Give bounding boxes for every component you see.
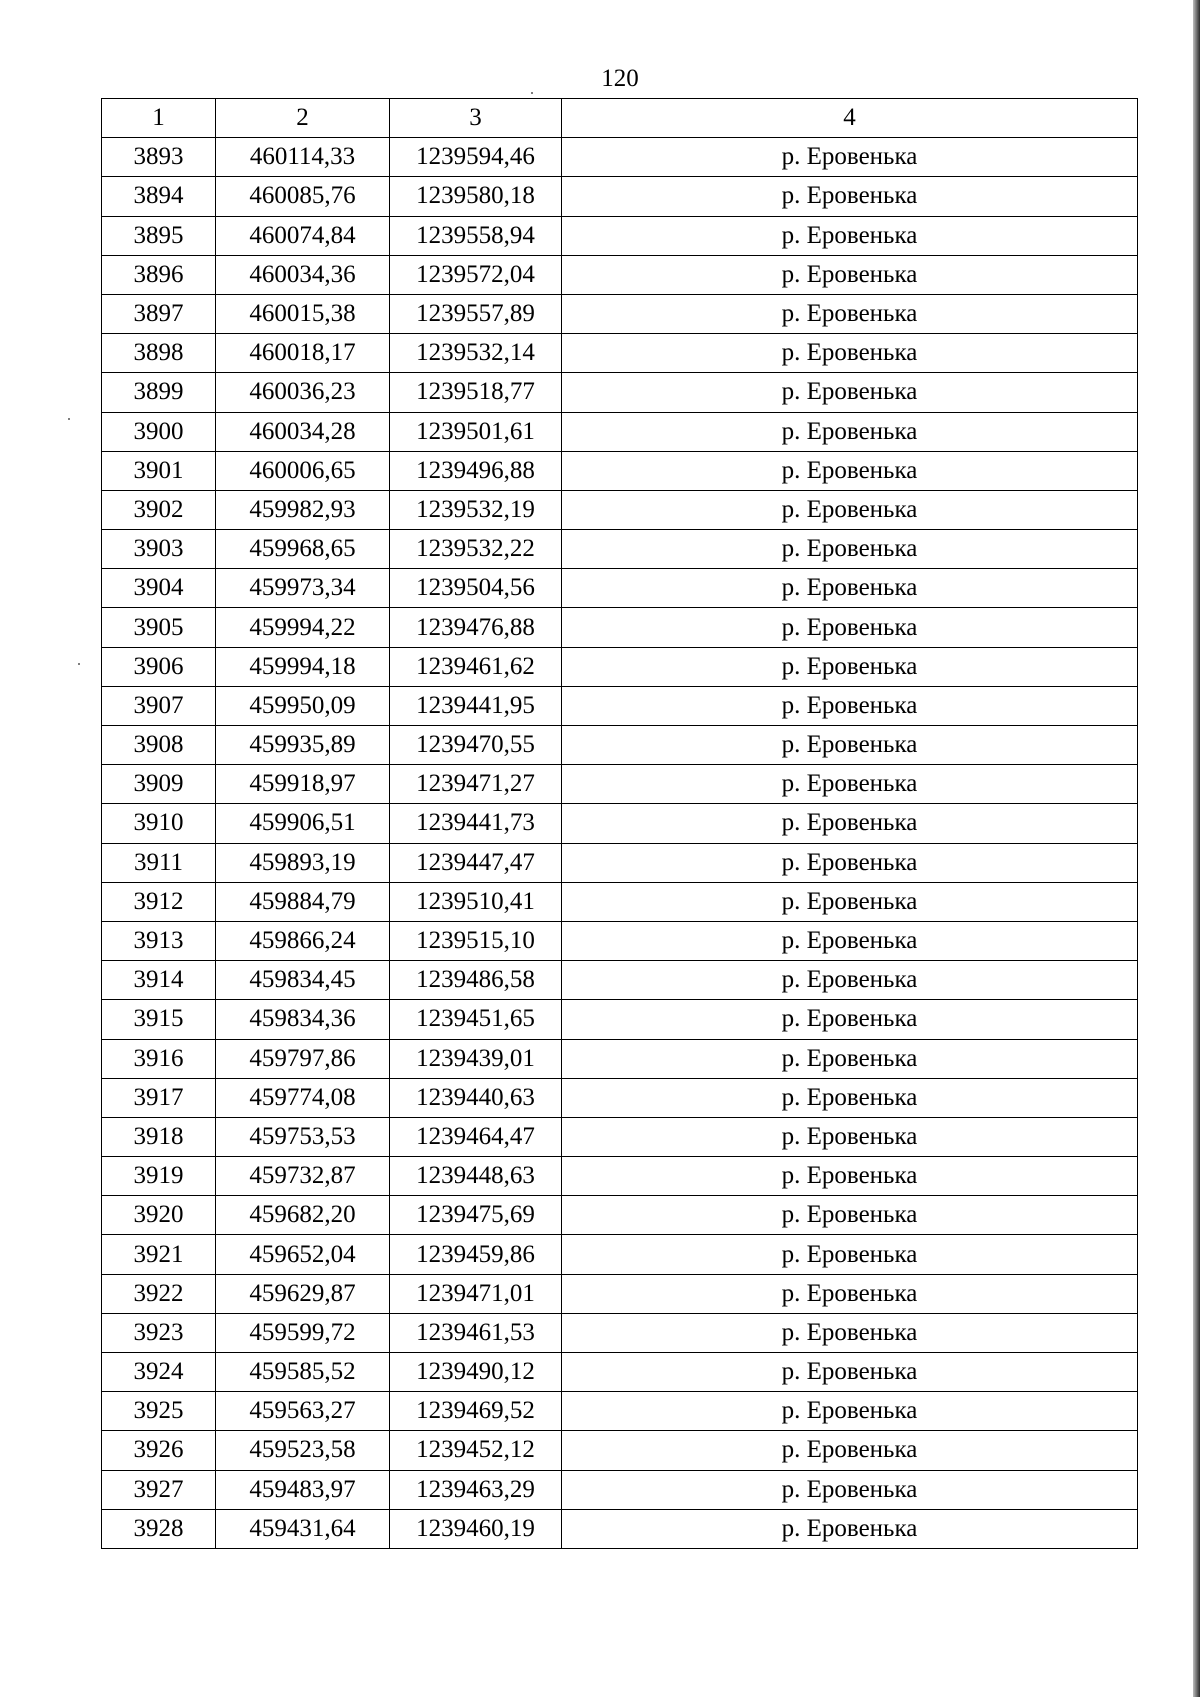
x-coordinate-cell: 460036,23: [216, 373, 390, 412]
table-row: [102, 138, 1138, 177]
x-coordinate-cell: 459834,45: [216, 961, 390, 1000]
y-coordinate-cell: 1239469,52: [390, 1392, 562, 1431]
table-row: [102, 216, 1138, 255]
table-row: [102, 686, 1138, 725]
x-coordinate-cell: 459629,87: [216, 1274, 390, 1313]
table-row: [102, 804, 1138, 843]
x-coordinate-cell: 459950,09: [216, 686, 390, 725]
table-row: [102, 569, 1138, 608]
table-row: [102, 1157, 1138, 1196]
x-coordinate-cell: 459982,93: [216, 490, 390, 529]
description-cell: р. Еровенька: [562, 686, 1138, 725]
x-coordinate-cell: 460015,38: [216, 294, 390, 333]
description-cell: р. Еровенька: [562, 1313, 1138, 1352]
point-number-cell: 3908: [102, 726, 216, 765]
description-cell: р. Еровенька: [562, 1470, 1138, 1509]
scan-speck: [68, 418, 70, 420]
point-number-cell: 3906: [102, 647, 216, 686]
point-number-cell: 3894: [102, 177, 216, 216]
y-coordinate-cell: 1239471,27: [390, 765, 562, 804]
description-cell: р. Еровенька: [562, 451, 1138, 490]
description-cell: р. Еровенька: [562, 1157, 1138, 1196]
table-row: [102, 726, 1138, 765]
scan-speck: [78, 663, 80, 665]
y-coordinate-cell: 1239451,65: [390, 1000, 562, 1039]
x-coordinate-cell: 460034,36: [216, 255, 390, 294]
point-number-cell: 3921: [102, 1235, 216, 1274]
description-cell: р. Еровенька: [562, 608, 1138, 647]
y-coordinate-cell: 1239464,47: [390, 1117, 562, 1156]
y-coordinate-cell: 1239572,04: [390, 255, 562, 294]
x-coordinate-cell: 459797,86: [216, 1039, 390, 1078]
y-coordinate-cell: 1239594,46: [390, 138, 562, 177]
point-number-cell: 3904: [102, 569, 216, 608]
y-coordinate-cell: 1239558,94: [390, 216, 562, 255]
table-row: [102, 373, 1138, 412]
column-header-4: 4: [562, 99, 1138, 138]
y-coordinate-cell: 1239460,19: [390, 1509, 562, 1548]
point-number-cell: 3897: [102, 294, 216, 333]
y-coordinate-cell: 1239471,01: [390, 1274, 562, 1313]
x-coordinate-cell: 459968,65: [216, 530, 390, 569]
x-coordinate-cell: 459994,18: [216, 647, 390, 686]
point-number-cell: 3911: [102, 843, 216, 882]
x-coordinate-cell: 459973,34: [216, 569, 390, 608]
table-row: [102, 490, 1138, 529]
header-row: [102, 99, 1138, 138]
table-row: [102, 765, 1138, 804]
y-coordinate-cell: 1239441,73: [390, 804, 562, 843]
description-cell: р. Еровенька: [562, 1196, 1138, 1235]
point-number-cell: 3893: [102, 138, 216, 177]
x-coordinate-cell: 459834,36: [216, 1000, 390, 1039]
point-number-cell: 3903: [102, 530, 216, 569]
point-number-cell: 3914: [102, 961, 216, 1000]
point-number-cell: 3895: [102, 216, 216, 255]
description-cell: р. Еровенька: [562, 1078, 1138, 1117]
x-coordinate-cell: 459753,53: [216, 1117, 390, 1156]
x-coordinate-cell: 459585,52: [216, 1353, 390, 1392]
y-coordinate-cell: 1239518,77: [390, 373, 562, 412]
point-number-cell: 3901: [102, 451, 216, 490]
point-number-cell: 3918: [102, 1117, 216, 1156]
table-row: [102, 177, 1138, 216]
page-number: 120: [601, 65, 639, 92]
point-number-cell: 3928: [102, 1509, 216, 1548]
column-header-1: 1: [102, 99, 216, 138]
description-cell: р. Еровенька: [562, 882, 1138, 921]
description-cell: р. Еровенька: [562, 765, 1138, 804]
point-number-cell: 3920: [102, 1196, 216, 1235]
x-coordinate-cell: 459935,89: [216, 726, 390, 765]
y-coordinate-cell: 1239441,95: [390, 686, 562, 725]
table-row: [102, 255, 1138, 294]
scan-edge-shadow: [1193, 0, 1200, 1697]
x-coordinate-cell: 459732,87: [216, 1157, 390, 1196]
table-row: [102, 530, 1138, 569]
table-row: [102, 1313, 1138, 1352]
description-cell: р. Еровенька: [562, 1000, 1138, 1039]
x-coordinate-cell: 459918,97: [216, 765, 390, 804]
x-coordinate-cell: 459866,24: [216, 921, 390, 960]
column-header-3: 3: [390, 99, 562, 138]
y-coordinate-cell: 1239461,62: [390, 647, 562, 686]
description-cell: р. Еровенька: [562, 843, 1138, 882]
description-cell: р. Еровенька: [562, 138, 1138, 177]
y-coordinate-cell: 1239486,58: [390, 961, 562, 1000]
description-cell: р. Еровенька: [562, 1117, 1138, 1156]
point-number-cell: 3923: [102, 1313, 216, 1352]
x-coordinate-cell: 459994,22: [216, 608, 390, 647]
point-number-cell: 3916: [102, 1039, 216, 1078]
table-row: [102, 1078, 1138, 1117]
table-row: [102, 1274, 1138, 1313]
description-cell: р. Еровенька: [562, 334, 1138, 373]
description-cell: р. Еровенька: [562, 373, 1138, 412]
description-cell: р. Еровенька: [562, 921, 1138, 960]
x-coordinate-cell: 460018,17: [216, 334, 390, 373]
point-number-cell: 3915: [102, 1000, 216, 1039]
table-row: [102, 608, 1138, 647]
x-coordinate-cell: 460034,28: [216, 412, 390, 451]
table-row: [102, 294, 1138, 333]
point-number-cell: 3899: [102, 373, 216, 412]
column-header-2: 2: [216, 99, 390, 138]
point-number-cell: 3910: [102, 804, 216, 843]
table-row: [102, 1235, 1138, 1274]
description-cell: р. Еровенька: [562, 216, 1138, 255]
y-coordinate-cell: 1239470,55: [390, 726, 562, 765]
description-cell: р. Еровенька: [562, 1509, 1138, 1548]
y-coordinate-cell: 1239440,63: [390, 1078, 562, 1117]
y-coordinate-cell: 1239515,10: [390, 921, 562, 960]
y-coordinate-cell: 1239476,88: [390, 608, 562, 647]
x-coordinate-cell: 459523,58: [216, 1431, 390, 1470]
x-coordinate-cell: 459774,08: [216, 1078, 390, 1117]
x-coordinate-cell: 459893,19: [216, 843, 390, 882]
y-coordinate-cell: 1239463,29: [390, 1470, 562, 1509]
y-coordinate-cell: 1239532,14: [390, 334, 562, 373]
x-coordinate-cell: 460074,84: [216, 216, 390, 255]
point-number-cell: 3922: [102, 1274, 216, 1313]
x-coordinate-cell: 459652,04: [216, 1235, 390, 1274]
table-body: [102, 138, 1138, 1549]
y-coordinate-cell: 1239557,89: [390, 294, 562, 333]
description-cell: р. Еровенька: [562, 726, 1138, 765]
x-coordinate-cell: 459431,64: [216, 1509, 390, 1548]
description-cell: р. Еровенька: [562, 530, 1138, 569]
table-row: [102, 1117, 1138, 1156]
table-row: [102, 1353, 1138, 1392]
x-coordinate-cell: 460006,65: [216, 451, 390, 490]
x-coordinate-cell: 459884,79: [216, 882, 390, 921]
description-cell: р. Еровенька: [562, 1392, 1138, 1431]
x-coordinate-cell: 459599,72: [216, 1313, 390, 1352]
table-row: [102, 334, 1138, 373]
y-coordinate-cell: 1239496,88: [390, 451, 562, 490]
point-number-cell: 3898: [102, 334, 216, 373]
y-coordinate-cell: 1239501,61: [390, 412, 562, 451]
table-row: [102, 451, 1138, 490]
description-cell: р. Еровенька: [562, 1431, 1138, 1470]
point-number-cell: 3925: [102, 1392, 216, 1431]
point-number-cell: 3917: [102, 1078, 216, 1117]
point-number-cell: 3913: [102, 921, 216, 960]
table-row: [102, 921, 1138, 960]
description-cell: р. Еровенька: [562, 1353, 1138, 1392]
table-row: [102, 1039, 1138, 1078]
table-row: [102, 843, 1138, 882]
x-coordinate-cell: 459483,97: [216, 1470, 390, 1509]
point-number-cell: 3907: [102, 686, 216, 725]
y-coordinate-cell: 1239452,12: [390, 1431, 562, 1470]
description-cell: р. Еровенька: [562, 255, 1138, 294]
point-number-cell: 3927: [102, 1470, 216, 1509]
x-coordinate-cell: 460114,33: [216, 138, 390, 177]
description-cell: р. Еровенька: [562, 1274, 1138, 1313]
description-cell: р. Еровенька: [562, 569, 1138, 608]
y-coordinate-cell: 1239532,19: [390, 490, 562, 529]
description-cell: р. Еровенька: [562, 1235, 1138, 1274]
point-number-cell: 3924: [102, 1353, 216, 1392]
description-cell: р. Еровенька: [562, 961, 1138, 1000]
table-row: [102, 1431, 1138, 1470]
y-coordinate-cell: 1239580,18: [390, 177, 562, 216]
table-row: [102, 882, 1138, 921]
description-cell: р. Еровенька: [562, 647, 1138, 686]
table-row: [102, 647, 1138, 686]
y-coordinate-cell: 1239447,47: [390, 843, 562, 882]
x-coordinate-cell: 460085,76: [216, 177, 390, 216]
table-row: [102, 1000, 1138, 1039]
point-number-cell: 3900: [102, 412, 216, 451]
point-number-cell: 3896: [102, 255, 216, 294]
y-coordinate-cell: 1239459,86: [390, 1235, 562, 1274]
y-coordinate-cell: 1239504,56: [390, 569, 562, 608]
y-coordinate-cell: 1239490,12: [390, 1353, 562, 1392]
table-row: [102, 1392, 1138, 1431]
description-cell: р. Еровенька: [562, 1039, 1138, 1078]
coordinates-table: [101, 98, 1138, 1549]
x-coordinate-cell: 459563,27: [216, 1392, 390, 1431]
y-coordinate-cell: 1239532,22: [390, 530, 562, 569]
description-cell: р. Еровенька: [562, 804, 1138, 843]
table-row: [102, 1509, 1138, 1548]
x-coordinate-cell: 459906,51: [216, 804, 390, 843]
y-coordinate-cell: 1239510,41: [390, 882, 562, 921]
table-row: [102, 1196, 1138, 1235]
point-number-cell: 3926: [102, 1431, 216, 1470]
point-number-cell: 3909: [102, 765, 216, 804]
y-coordinate-cell: 1239439,01: [390, 1039, 562, 1078]
table-row: [102, 1470, 1138, 1509]
description-cell: р. Еровенька: [562, 294, 1138, 333]
table-row: [102, 961, 1138, 1000]
point-number-cell: 3905: [102, 608, 216, 647]
description-cell: р. Еровенька: [562, 177, 1138, 216]
scan-speck: [531, 92, 533, 94]
x-coordinate-cell: 459682,20: [216, 1196, 390, 1235]
y-coordinate-cell: 1239475,69: [390, 1196, 562, 1235]
y-coordinate-cell: 1239448,63: [390, 1157, 562, 1196]
table-row: [102, 412, 1138, 451]
point-number-cell: 3912: [102, 882, 216, 921]
description-cell: р. Еровенька: [562, 490, 1138, 529]
point-number-cell: 3902: [102, 490, 216, 529]
y-coordinate-cell: 1239461,53: [390, 1313, 562, 1352]
point-number-cell: 3919: [102, 1157, 216, 1196]
table-header: [102, 99, 1138, 138]
description-cell: р. Еровенька: [562, 412, 1138, 451]
